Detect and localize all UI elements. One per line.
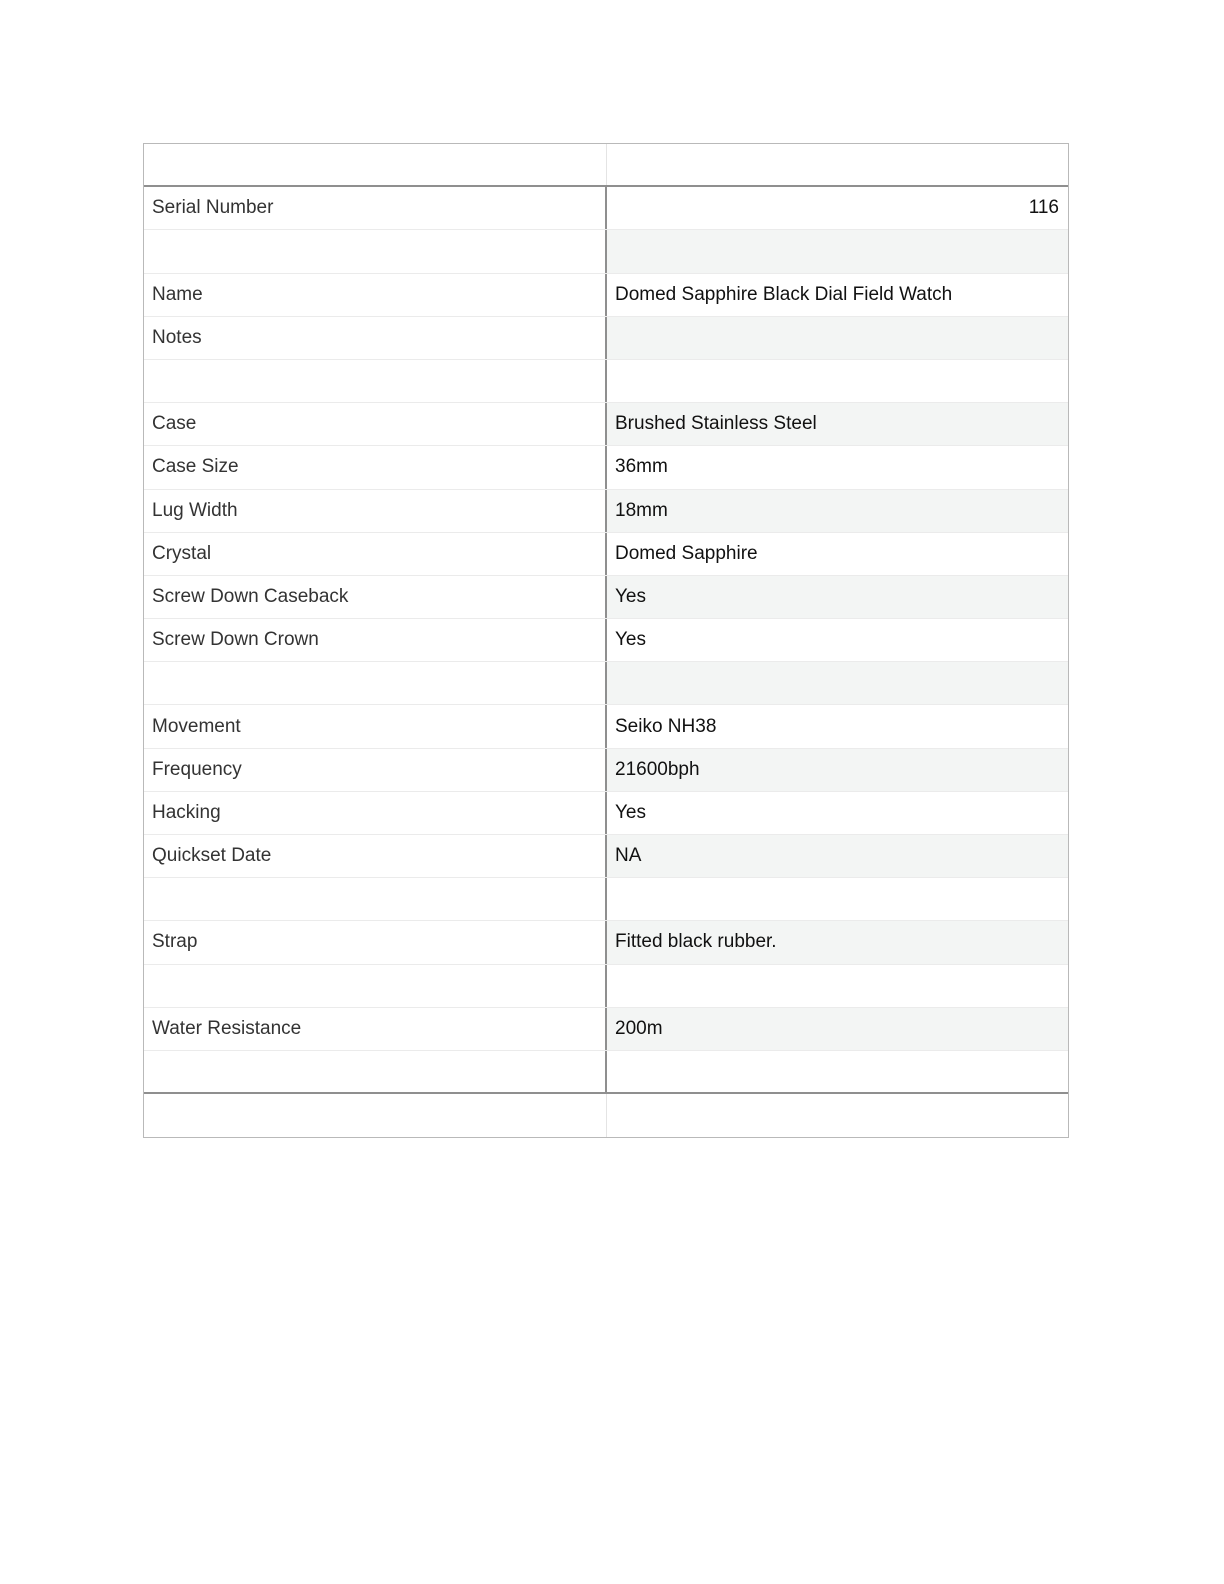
table-row-strap (144, 921, 1068, 964)
table-row-blank (144, 662, 1068, 705)
movement-label: Movement (144, 705, 607, 747)
name-value[interactable]: Domed Sapphire Black Dial Field Watch (607, 274, 1068, 316)
strap-label: Strap (144, 921, 607, 963)
table-row-blank (144, 965, 1068, 1008)
quickset-date-value[interactable]: NA (607, 835, 1068, 877)
notes-value[interactable] (607, 317, 1068, 359)
header-cell-left (144, 144, 607, 185)
blank-cell (144, 965, 607, 1007)
table-row-frequency (144, 749, 1068, 792)
blank-cell (144, 230, 607, 272)
serial-number-label: Serial Number (144, 187, 607, 229)
case-size-value[interactable]: 36mm (607, 446, 1068, 488)
watch-spec-table (143, 143, 1069, 1138)
table-row-case-size (144, 446, 1068, 489)
table-row-water-resistance (144, 1008, 1068, 1051)
blank-cell[interactable] (607, 230, 1068, 272)
table-row-case (144, 403, 1068, 446)
crystal-label: Crystal (144, 533, 607, 575)
header-cell-right (607, 144, 1068, 185)
frequency-value[interactable]: 21600bph (607, 749, 1068, 791)
serial-number-value[interactable]: 116 (607, 187, 1068, 229)
table-row-hacking (144, 792, 1068, 835)
table-row-serial-number (144, 187, 1068, 230)
blank-cell[interactable] (607, 662, 1068, 704)
footer-cell-right (607, 1094, 1068, 1137)
table-row-blank (144, 1051, 1068, 1094)
water-resistance-label: Water Resistance (144, 1008, 607, 1050)
table-row-blank (144, 360, 1068, 403)
frequency-label: Frequency (144, 749, 607, 791)
screw-down-crown-value[interactable]: Yes (607, 619, 1068, 661)
crystal-value[interactable]: Domed Sapphire (607, 533, 1068, 575)
blank-cell (144, 878, 607, 920)
table-row-quickset-date (144, 835, 1068, 878)
table-row-blank (144, 878, 1068, 921)
blank-cell (144, 662, 607, 704)
screw-down-caseback-value[interactable]: Yes (607, 576, 1068, 618)
table-row-blank (144, 230, 1068, 273)
strap-value[interactable]: Fitted black rubber. (607, 921, 1068, 963)
table-header-row (144, 144, 1068, 187)
screw-down-caseback-label: Screw Down Caseback (144, 576, 607, 618)
screw-down-crown-label: Screw Down Crown (144, 619, 607, 661)
case-label: Case (144, 403, 607, 445)
blank-cell[interactable] (607, 1051, 1068, 1092)
lug-width-value[interactable]: 18mm (607, 490, 1068, 532)
table-row-lug-width (144, 490, 1068, 533)
blank-cell[interactable] (607, 878, 1068, 920)
hacking-value[interactable]: Yes (607, 792, 1068, 834)
case-value[interactable]: Brushed Stainless Steel (607, 403, 1068, 445)
table-row-notes (144, 317, 1068, 360)
quickset-date-label: Quickset Date (144, 835, 607, 877)
table-row-crystal (144, 533, 1068, 576)
table-row-name (144, 274, 1068, 317)
blank-cell (144, 1051, 607, 1092)
notes-label: Notes (144, 317, 607, 359)
case-size-label: Case Size (144, 446, 607, 488)
lug-width-label: Lug Width (144, 490, 607, 532)
blank-cell[interactable] (607, 965, 1068, 1007)
footer-cell-left (144, 1094, 607, 1137)
blank-cell[interactable] (607, 360, 1068, 402)
water-resistance-value[interactable]: 200m (607, 1008, 1068, 1050)
movement-value[interactable]: Seiko NH38 (607, 705, 1068, 747)
table-footer-row (144, 1094, 1068, 1137)
name-label: Name (144, 274, 607, 316)
blank-cell (144, 360, 607, 402)
table-row-screw-down-caseback (144, 576, 1068, 619)
table-row-movement (144, 705, 1068, 748)
hacking-label: Hacking (144, 792, 607, 834)
table-row-screw-down-crown (144, 619, 1068, 662)
